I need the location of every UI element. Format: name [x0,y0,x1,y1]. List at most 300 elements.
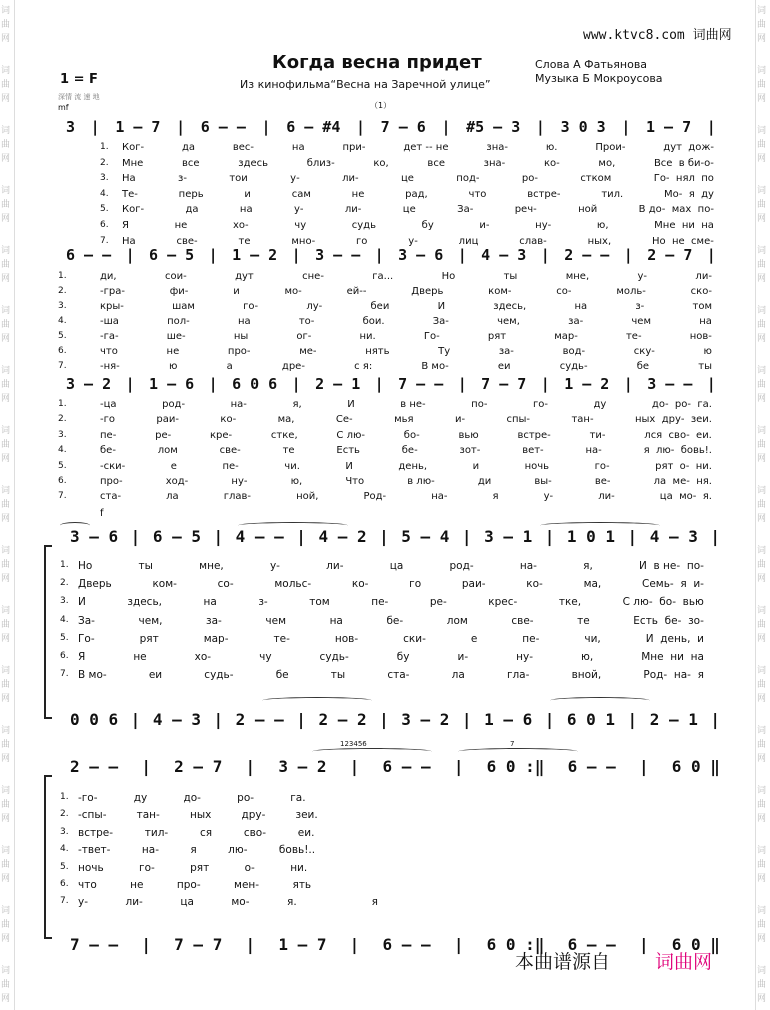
note-group: 6 – – [66,246,112,264]
note-group: 6 – 5 [149,246,195,264]
watermark-glyph: 词 [1,726,11,736]
verse-number: 5. [58,460,67,471]
lyric-syllable: Все в би-о- [653,157,714,169]
barline: | [213,710,224,729]
lyric-syllable: И [347,399,355,410]
lyric-syllable: ночь [524,460,550,472]
lyric-line [100,361,712,372]
lyric-syllable: сои- [164,271,187,282]
lyric-syllable: на [574,301,588,312]
watermark-glyph: 网 [1,754,11,764]
note-group: 1 – 6 [149,375,195,393]
lyric-syllable: ста- [387,669,410,682]
watermark-glyph: 词 [1,486,11,496]
barline: | [544,527,555,546]
lyric-syllable: ных дру- зеи. [634,414,712,426]
barline: | [125,246,135,264]
lyric-syllable: Род- [363,491,387,503]
lyric-line [122,158,714,169]
lyric-syllable: ше- [166,331,186,342]
lyric-syllable: и [233,286,240,297]
lyric-syllable: ты [503,271,518,282]
watermark-glyph: 词 [1,906,11,916]
lyric-syllable: -спы- [78,809,107,822]
watermark-glyph: 词 [1,786,11,796]
lyric-syllable: В до- мах по- [638,204,714,216]
lyric-syllable: да [185,204,199,216]
lyric-syllable: -го- [78,792,98,804]
watermark-glyph: 词 [757,966,767,976]
lyric-syllable: на [699,316,712,327]
notes-line [70,527,720,546]
lyric-syllable: Дверь [411,286,444,297]
watermark-glyph: 网 [1,394,11,404]
lyric-syllable: чем, [138,614,163,627]
watermark-glyph: 网 [1,514,11,524]
note-group: 0 0 6 [70,710,119,729]
watermark-glyph: 曲 [1,440,11,450]
watermark-glyph: 曲 [1,260,11,270]
lyric-syllable: я [190,844,197,857]
verse-number: 4. [100,188,109,199]
lyric-syllable: при- [342,142,366,153]
lyric-syllable: з- [178,173,187,185]
lyric-syllable: чу [259,651,272,663]
watermark-glyph: 网 [1,874,11,884]
lyric-syllable: ла [451,669,465,682]
lyric-syllable: С лю- [336,429,365,441]
lyric-syllable: ли- [342,173,359,185]
lyric-syllable: на- [519,560,537,572]
site-url: www.ktvc8.com 词曲网 [583,28,732,43]
lyric-syllable: Те- [122,188,138,200]
lyric-syllable: ла ме- ня. [653,476,712,487]
verse-number: 3. [58,429,67,440]
lyric-syllable: ста- [100,491,122,503]
lyric-syllable: у- [78,896,89,909]
lyric-syllable: Мне [122,157,144,169]
lyric-syllable: -го [100,414,115,426]
lyric-syllable: чи. [284,460,300,472]
watermark-glyph: 网 [1,454,11,464]
note-group: 2 – 2 [318,710,367,729]
lyric-syllable: ни. [290,861,308,874]
lyric-syllable: ночь [78,861,104,874]
lyric-syllable: Мне ни на [641,651,704,663]
lyric-syllable: не [166,346,180,357]
lyric-syllable: Го- нял по [653,173,714,185]
lyric-syllable: Есть [336,445,360,457]
lyric-line [100,331,712,342]
lyric-syllable: ну- [516,651,534,663]
barline: | [710,527,720,546]
lyric-syllable: крес- [488,596,518,609]
verse-number: 6. [60,879,69,889]
lyric-syllable: -ца [100,399,117,410]
tie-mark [550,697,650,704]
dynamic-marking-forte: f [100,508,104,519]
left-watermark-strip [0,0,15,1010]
lyric-syllable: тан- [571,414,594,426]
lyric-syllable: ной [578,204,598,216]
verse-number: 1. [60,792,69,802]
watermark-glyph: 网 [757,574,767,584]
watermark-glyph: 词 [757,426,767,436]
lyric-syllable: не [351,188,365,200]
lyric-syllable: близ- [306,157,335,169]
lyric-syllable: ди [477,476,492,487]
verse-number: 6. [58,476,67,486]
lyric-syllable: ду [593,399,607,410]
lyric-syllable: стке, [270,429,298,441]
watermark-glyph: 曲 [1,200,11,210]
lyric-syllable: За- [78,614,95,627]
lyric-syllable: и- [454,414,466,426]
watermark-glyph: 曲 [757,20,767,30]
lyric-line [78,844,378,856]
watermark-glyph: 词 [1,606,11,616]
lyric-syllable: судь- [319,651,349,663]
watermark-glyph: 曲 [1,80,11,90]
note-group: 3 [66,118,76,136]
lyric-syllable: здесь [238,157,269,169]
verse-number: 1. [100,142,109,152]
lyric-syllable: За- [432,316,449,327]
lyric-syllable: ся [199,826,213,839]
watermark-glyph: 词 [1,186,11,196]
barline: | [374,375,384,393]
watermark-glyph: 曲 [1,800,11,810]
lyric-syllable: шам [172,301,195,312]
lyric-syllable: под- [456,173,480,185]
lyric-syllable: ко, [373,157,389,169]
lyric-syllable: в не- [400,399,426,410]
lyric-syllable: пе- [100,429,117,441]
lyric-syllable: го- [532,399,548,410]
dynamic-marking: mf [58,103,69,112]
lyric-syllable: С лю- бо- вью [622,596,704,609]
note-group: 6 0 :‖ [486,935,545,954]
lyric-syllable: и [472,460,480,472]
lyric-line [100,491,712,502]
watermark-glyph: 词 [1,846,11,856]
lyric-syllable: Ког- [122,204,145,216]
lyric-syllable: мольс- [274,578,312,591]
watermark-glyph: 网 [1,154,11,164]
lyric-syllable: на [291,142,305,153]
lyric-syllable: зна- [486,142,508,153]
lyric-syllable: мне, [565,271,590,282]
lyric-syllable: ве- [594,476,611,487]
barline: | [623,375,633,393]
lyric-syllable: све- [511,614,534,627]
note-group: 6 – – [567,935,616,954]
lyric-syllable: за- [206,614,222,627]
lyric-syllable: у- [408,235,418,247]
lyric-syllable: раи- [461,578,486,591]
lyric-syllable: на- [141,844,159,857]
lyric-syllable: ски- [403,632,426,645]
lyric-line [100,346,712,357]
lyric-syllable: бовь!.. [278,844,316,857]
lyric-syllable: те- [273,632,290,645]
lyric-syllable: бу [421,220,434,231]
lyric-syllable: те [577,614,590,627]
lyric-syllable: ско- [690,286,712,297]
watermark-glyph: 词 [757,786,767,796]
lyric-syllable: Я [122,220,129,231]
lyric-syllable: ны [233,331,249,342]
lyric-syllable: по- [471,399,488,410]
source-logo: 词曲网 [655,951,713,973]
system-brace [44,775,52,939]
barline: | [621,118,631,136]
watermark-glyph: 网 [1,34,11,44]
watermark-glyph: 词 [757,666,767,676]
watermark-glyph: 词 [757,606,767,616]
composer-credit: Музыка Б Мокроусова [535,72,663,85]
barline: | [356,118,366,136]
lyric-syllable: ли- [125,896,143,909]
note-group: 4 – 3 [152,710,201,729]
note-group: 3 – – [315,246,361,264]
lyric-line [78,651,704,663]
watermark-glyph: 词 [757,246,767,256]
lyric-syllable: Ког- [122,142,145,153]
lyric-syllable: пе- [522,632,540,645]
notes-line [70,710,720,729]
watermark-glyph: 网 [757,34,767,44]
note-group: 2 – – [70,757,119,776]
tempo-marking: 深情 流 速 地 [58,93,100,101]
barline: | [638,935,649,954]
barline: | [544,710,555,729]
watermark-glyph: 曲 [1,860,11,870]
source-label: 本曲谱源自 [515,951,611,973]
lyric-syllable: Мо- я ду [664,188,714,200]
verse-number: 3. [58,301,67,311]
watermark-glyph: 曲 [1,320,11,330]
lyric-syllable: у- [637,271,648,282]
lyric-syllable: Я [78,651,86,663]
lyric-syllable: беи [370,301,390,312]
lyric-syllable: ком- [152,578,177,591]
lyric-line [100,414,712,425]
lyric-syllable: бе- [100,445,116,457]
verse-number: 5. [60,632,69,643]
note-group: 5 – 4 [401,527,450,546]
lyric-syllable: рят [190,861,210,874]
lyric-syllable: ей-- [346,286,367,297]
lyric-syllable: чем [631,316,651,327]
note-group: 2 – 7 [647,246,693,264]
barline: | [706,118,716,136]
section-marking: （1） [370,101,392,110]
lyric-syllable: ли- [344,204,362,216]
lyric-syllable: бе [636,361,650,372]
lyric-syllable: чу [294,220,307,231]
watermark-glyph: 词 [757,486,767,496]
watermark-glyph: 网 [1,814,11,824]
lyric-syllable: не [133,651,147,663]
lyric-syllable: еи [497,361,511,372]
lyric-syllable: ко- [220,414,237,426]
lyric-syllable: в лю- [407,476,435,487]
lyric-syllable: тке, [558,596,582,609]
note-group: 2 — 1 [649,710,698,729]
lyric-line [100,430,712,441]
lyric-syllable: нять [365,346,390,357]
lyric-syllable: том [692,301,712,312]
volta-bracket [458,748,578,755]
lyric-syllable: ли- [326,560,344,572]
lyric-syllable: глав- [223,491,251,503]
lyric-syllable: моль- [616,286,646,297]
lyric-syllable: рят о- ни. [655,460,712,472]
lyric-syllable: Семь- я и- [641,578,704,591]
note-group: 1 – 7 [278,935,327,954]
barline: | [374,246,384,264]
note-group: 4 – 2 [318,527,367,546]
lyric-syllable: стком [580,173,612,185]
lyric-line [122,220,714,231]
lyric-syllable: Мне ни на [654,220,714,231]
lyric-syllable: ну- [231,476,248,487]
lyric-syllable: ты [698,361,712,372]
barline: | [261,118,271,136]
lyric-syllable: чем [265,614,286,627]
lyric-syllable: до- [183,792,201,804]
key-signature: 1 = F [60,72,98,87]
lyric-syllable: Но [78,560,93,572]
barline: | [638,757,649,776]
lyric-syllable: у- [543,491,554,503]
watermark-glyph: 曲 [1,740,11,750]
lyric-syllable: бе- [386,614,404,627]
lyric-syllable: и [244,188,251,200]
barline: | [453,757,464,776]
lyric-line [78,792,378,804]
verse-number: 7. [60,896,69,907]
watermark-glyph: 词 [757,366,767,376]
verse-number: 1. [60,560,69,570]
verse-number: 4. [60,614,69,625]
lyric-syllable: что [78,879,97,891]
watermark-glyph: 网 [757,454,767,464]
barline: | [349,757,360,776]
watermark-glyph: 网 [757,514,767,524]
lyric-syllable: не [174,220,188,231]
note-group: 1 – 7 [646,118,692,136]
lyric-syllable: что [100,346,118,357]
lyric-syllable: ком- [488,286,512,297]
note-group: 6 0 6 [232,375,278,393]
lyric-syllable: здесь, [493,301,527,312]
lyric-syllable: го [356,235,368,247]
barline: | [130,710,141,729]
watermark-glyph: 曲 [757,800,767,810]
barline: | [453,935,464,954]
lyric-syllable: ю, [290,476,303,487]
watermark-glyph: 词 [1,246,11,256]
barline: | [245,757,256,776]
watermark-glyph: 词 [757,726,767,736]
barline: | [627,527,638,546]
lyric-syllable: з- [635,301,645,312]
volta-bracket [312,748,432,755]
lyric-syllable: з- [258,596,268,609]
barline: | [208,246,218,264]
lyric-syllable: ко- [543,157,560,169]
lyric-syllable: встре- [517,429,551,441]
note-group: 6 – 5 [152,527,201,546]
lyric-syllable: мо, [598,157,616,169]
watermark-glyph: 曲 [757,620,767,630]
lyric-line [78,862,378,874]
watermark-glyph: 网 [1,94,11,104]
verse-number: 5. [58,331,67,341]
lyric-syllable: -твет- [78,844,111,857]
verse-number: 6. [60,651,69,661]
watermark-glyph: 网 [757,934,767,944]
lyric-syllable: те- [625,331,642,342]
note-group: 3 0 3 [560,118,606,136]
lyric-syllable: -ски- [100,460,126,472]
lyric-syllable: тил. [601,188,624,200]
lyric-syllable: за- [498,346,514,357]
lyric-syllable: что [468,188,487,200]
barline: | [130,527,141,546]
watermark-glyph: 词 [1,426,11,436]
watermark-glyph: 曲 [757,860,767,870]
lyric-syllable: у- [290,173,300,185]
watermark-glyph: 词 [757,186,767,196]
lyric-syllable: дре- [281,361,305,372]
lyric-syllable: фи- [169,286,189,297]
lyric-line [78,596,704,608]
barline: | [291,375,301,393]
verse-number: 4. [60,844,69,855]
watermark-glyph: 词 [1,666,11,676]
watermark-glyph: 网 [1,994,11,1004]
lyric-line [122,204,714,215]
watermark-glyph: 网 [757,994,767,1004]
watermark-glyph: 曲 [757,80,767,90]
lyric-syllable: я [492,491,499,503]
verse-number: 7. [58,361,67,371]
watermark-glyph: 曲 [757,680,767,690]
lyric-syllable: встре- [527,188,561,200]
note-group: 7 – – [70,935,119,954]
lyric-syllable: го [409,578,422,591]
lyric-syllable: у- [293,204,304,216]
watermark-glyph: 词 [1,306,11,316]
note-group: 7 – 7 [481,375,527,393]
lyric-syllable: ных, [587,235,612,247]
watermark-glyph: 曲 [757,740,767,750]
barline: | [540,246,550,264]
lyric-syllable: бои. [362,316,385,327]
watermark-glyph: 网 [757,274,767,284]
lyric-syllable: на [203,596,217,609]
barline: | [141,935,151,954]
volta-label: 123456 [340,740,367,748]
lyric-syllable: е [170,460,177,472]
lyric-syllable: я, [583,560,593,572]
lyric-syllable: Прои- [595,142,626,153]
verse-number: 6. [100,220,109,230]
lyric-syllable: вной, [571,669,602,682]
